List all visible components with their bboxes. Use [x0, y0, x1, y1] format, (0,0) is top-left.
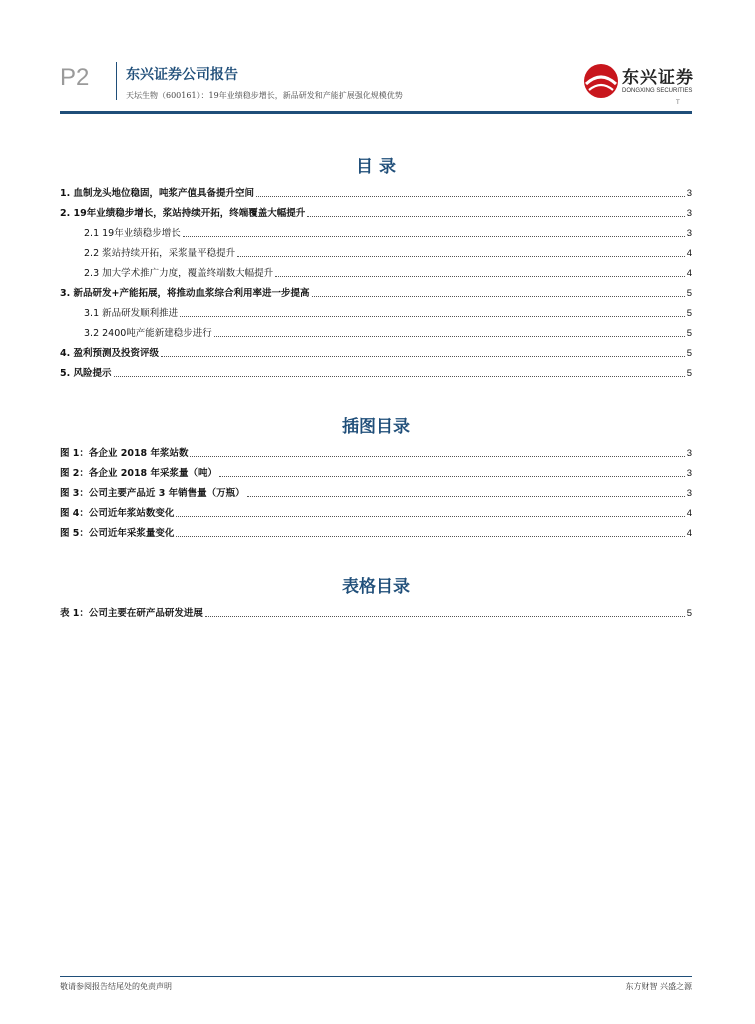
figure-entry-page: 3 [686, 448, 692, 459]
toc-entry-title: 3.1 新品研发顺利推进 [84, 308, 179, 319]
report-subtitle: 天坛生物（600161）：19年业绩稳步增长，新品研发和产能扩展强化规模优势 [126, 91, 403, 100]
toc-entry-page: 4 [686, 248, 692, 259]
toc-leader [256, 196, 685, 197]
toc-heading: 目 录 [356, 157, 396, 177]
toc-entry-title: 3.2 2400吨产能新建稳步进行 [84, 328, 212, 339]
toc-entry-title: 2. 19年业绩稳步增长，浆站持续开拓，终端覆盖大幅提升 [60, 208, 306, 219]
figure-entry-title: 图 1：各企业 2018 年浆站数 [60, 448, 189, 459]
toc-entry-title: 2.3 加大学术推广力度，覆盖终端数大幅提升 [84, 268, 274, 279]
figure-entry-page: 4 [686, 508, 692, 519]
toc-leader [247, 496, 685, 497]
toc-entry-2-3[interactable] [60, 266, 692, 280]
figure-entry-2[interactable] [60, 466, 692, 480]
toc-entry-page: 3 [686, 228, 692, 239]
toc-entry-title: 2.1 19年业绩稳步增长 [84, 228, 181, 239]
toc-entry-title: 2.2 浆站持续开拓，采浆量平稳提升 [84, 248, 236, 259]
toc-leader [275, 276, 685, 277]
figure-entry-page: 3 [686, 468, 692, 479]
toc-leader [219, 476, 685, 477]
header-mark: T [676, 99, 680, 106]
toc-entry-2[interactable] [60, 206, 692, 220]
toc-entry-1[interactable] [60, 186, 692, 200]
toc-entry-page: 5 [686, 288, 692, 299]
toc-leader [114, 376, 685, 377]
toc-entry-title: 1. 血制龙头地位稳固，吨浆产值具备提升空间 [60, 188, 255, 199]
company-logo [582, 62, 702, 100]
figure-entry-5[interactable] [60, 526, 692, 540]
toc-entry-3-2[interactable] [60, 326, 692, 340]
toc-leader [176, 516, 684, 517]
toc-leader [205, 616, 685, 617]
figure-entry-page: 3 [686, 488, 692, 499]
toc-leader [183, 236, 685, 237]
figure-entry-title: 图 4：公司近年浆站数变化 [60, 508, 175, 519]
logo-emblem-icon [582, 62, 620, 100]
footer-disclaimer: 敬请参阅报告结尾处的免责声明 [60, 982, 172, 991]
figure-entry-3[interactable] [60, 486, 692, 500]
toc-entry-3[interactable] [60, 286, 692, 300]
page-number: P2 [60, 64, 90, 91]
figure-entry-title: 图 3：公司主要产品近 3 年销售量（万瓶） [60, 488, 245, 499]
toc-entry-title: 3. 新品研发+产能拓展，将推动血浆综合利用率进一步提高 [60, 288, 310, 299]
toc-entry-page: 5 [686, 368, 692, 379]
toc-entry-title: 4. 盈利预测及投资评级 [60, 348, 160, 359]
toc-entry-page: 5 [686, 348, 692, 359]
toc-leader [161, 356, 685, 357]
toc-leader [176, 536, 684, 537]
toc-leader [307, 216, 684, 217]
toc-entry-page: 3 [686, 208, 692, 219]
footer-rule [60, 976, 692, 977]
logo-english: DONGXING SECURITIES [622, 88, 693, 94]
figures-heading: 插图目录 [342, 417, 410, 437]
toc-leader [214, 336, 685, 337]
report-title: 东兴证券公司报告 [126, 67, 238, 83]
toc-leader [180, 316, 685, 317]
toc-entry-3-1[interactable] [60, 306, 692, 320]
toc-leader [237, 256, 685, 257]
toc-entry-2-1[interactable] [60, 226, 692, 240]
header-rule [60, 111, 692, 114]
toc-leader [190, 456, 684, 457]
figure-entry-4[interactable] [60, 506, 692, 520]
header-divider [116, 62, 117, 100]
figure-entry-title: 图 2：各企业 2018 年采浆量（吨） [60, 468, 217, 479]
toc-entry-2-2[interactable] [60, 246, 692, 260]
table-entry-page: 5 [686, 608, 692, 619]
logo-name: 东兴证券 [622, 68, 694, 88]
toc-entry-4[interactable] [60, 346, 692, 360]
tables-heading: 表格目录 [342, 577, 410, 597]
toc-entry-page: 5 [686, 328, 692, 339]
table-entry-1[interactable] [60, 606, 692, 620]
toc-entry-page: 4 [686, 268, 692, 279]
footer-slogan: 东方财智 兴盛之源 [625, 982, 692, 991]
toc-entry-5[interactable] [60, 366, 692, 380]
toc-entry-page: 3 [686, 188, 692, 199]
figure-entry-1[interactable] [60, 446, 692, 460]
toc-entry-title: 5. 风险提示 [60, 368, 112, 379]
figure-entry-title: 图 5：公司近年采浆量变化 [60, 528, 175, 539]
toc-entry-page: 5 [686, 308, 692, 319]
figure-entry-page: 4 [686, 528, 692, 539]
table-entry-title: 表 1：公司主要在研产品研发进展 [60, 608, 203, 619]
toc-leader [312, 296, 685, 297]
